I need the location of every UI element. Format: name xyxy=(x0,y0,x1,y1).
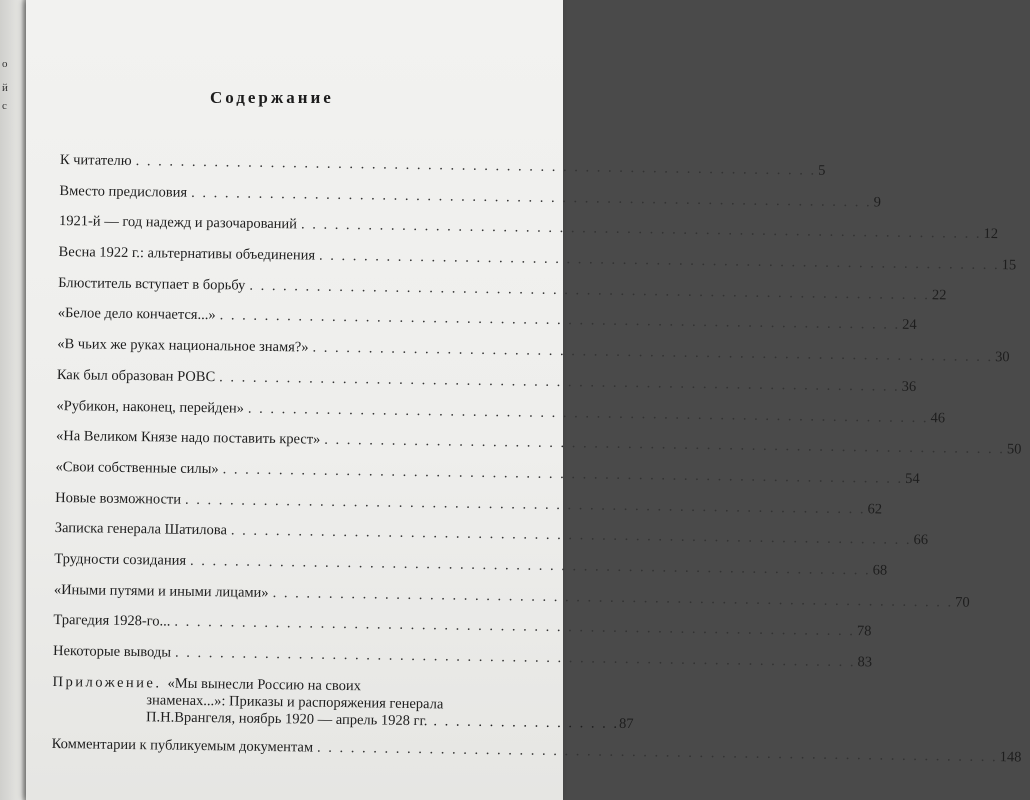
toc-entry-label: «В чьих же руках национальное знамя?» xyxy=(57,336,309,356)
toc-entry-label: Блюститель вступает в борьбу xyxy=(58,274,246,294)
dot-leader xyxy=(269,585,954,612)
toc-entry-label: Вместо предисловия xyxy=(59,182,188,201)
toc-title: Содержание xyxy=(210,88,334,107)
dot-leader xyxy=(170,614,855,641)
toc-entry-page: 12 xyxy=(983,226,999,243)
toc-entry-page: 68 xyxy=(872,562,888,579)
dot-leader xyxy=(219,461,904,488)
toc-entry-page: 15 xyxy=(1001,257,1017,274)
toc-entry-label: Новые возможности xyxy=(55,489,182,508)
appendix-title-line: «Мы вынесли Россию на своих xyxy=(167,675,362,694)
toc-entry-page: 5 xyxy=(818,162,826,179)
appendix-title-line: П.Н.Врангеля, ноябрь 1920 — апрель 1928 гг. xyxy=(146,708,428,729)
toc-entry-page: 66 xyxy=(913,532,929,549)
dot-leader xyxy=(215,308,900,335)
dot-leader xyxy=(313,739,998,766)
toc-entry-page: 24 xyxy=(902,317,917,334)
dot-leader: . . . . . . . . . . . . . . . . . xyxy=(433,712,620,732)
dot-leader xyxy=(320,432,1005,459)
facing-page-fragment: й xyxy=(2,82,8,94)
dot-leader xyxy=(297,217,982,244)
dot-leader xyxy=(308,340,993,367)
appendix-title-line: знаменах...»: Приказы и распоряжения генерала xyxy=(146,691,444,713)
dot-leader xyxy=(315,248,1000,275)
dot-leader xyxy=(187,184,872,211)
toc-entry-page: 83 xyxy=(857,654,873,671)
facing-page-fragment: о xyxy=(2,58,8,70)
toc-entry-label: «Свои собственные силы» xyxy=(55,458,219,478)
dot-leader xyxy=(215,369,900,396)
appendix-heading: Приложение. xyxy=(52,673,162,692)
toc-entry-page: 54 xyxy=(905,470,920,487)
toc-entry-page: 148 xyxy=(999,748,1022,766)
toc-entry-page: 70 xyxy=(955,594,970,611)
toc-entry-label: Комментарии к публикуемым документам xyxy=(51,735,314,756)
dot-leader xyxy=(186,553,871,580)
toc-entry-page: 87 xyxy=(618,715,634,732)
toc-entry-page: 50 xyxy=(1006,441,1022,458)
toc-appendix-entry xyxy=(52,673,634,740)
toc-entry-page: 9 xyxy=(873,194,882,211)
toc-entry-label: Весна 1922 г.: альтернативы объединения xyxy=(58,244,316,264)
dot-leader xyxy=(181,491,866,518)
toc-entry-page: 78 xyxy=(856,623,872,640)
table-of-contents xyxy=(51,152,1022,773)
dot-leader xyxy=(244,400,929,427)
toc-entry-label: Некоторые выводы xyxy=(52,642,172,661)
toc-entry-page: 30 xyxy=(995,349,1010,366)
toc-entry-label: К читателю xyxy=(59,152,132,170)
toc-entry-label: Трудности созидания xyxy=(54,550,187,569)
toc-entry-label: «Иными путями и иными лицами» xyxy=(53,581,269,601)
toc-entry-page: 36 xyxy=(901,378,917,395)
toc-entry-label: Трагедия 1928-го... xyxy=(53,612,171,630)
toc-entry xyxy=(51,735,1022,773)
toc-entry-label: 1921-й — год надежд и разочарований xyxy=(58,213,298,233)
dot-leader xyxy=(245,277,930,304)
toc-entry-label: Записка генерала Шатилова xyxy=(54,520,228,539)
dot-leader xyxy=(171,645,856,672)
toc-entry-page: 22 xyxy=(931,286,947,304)
toc-entry-label: «Рубикон, наконец, перейден» xyxy=(56,397,245,417)
toc-entry-label: Как был образован РОВС xyxy=(56,366,216,386)
toc-entry-label: «Белое дело кончается...» xyxy=(57,305,216,324)
toc-entry-page: 46 xyxy=(930,409,946,426)
toc-entry-page: 62 xyxy=(867,500,883,518)
book-page xyxy=(26,0,1022,800)
dot-leader xyxy=(227,523,912,550)
toc-entry-label: «На Великом Князе надо поставить крест» xyxy=(55,428,321,448)
dot-leader xyxy=(132,153,817,180)
facing-page-fragment: с xyxy=(2,100,7,112)
